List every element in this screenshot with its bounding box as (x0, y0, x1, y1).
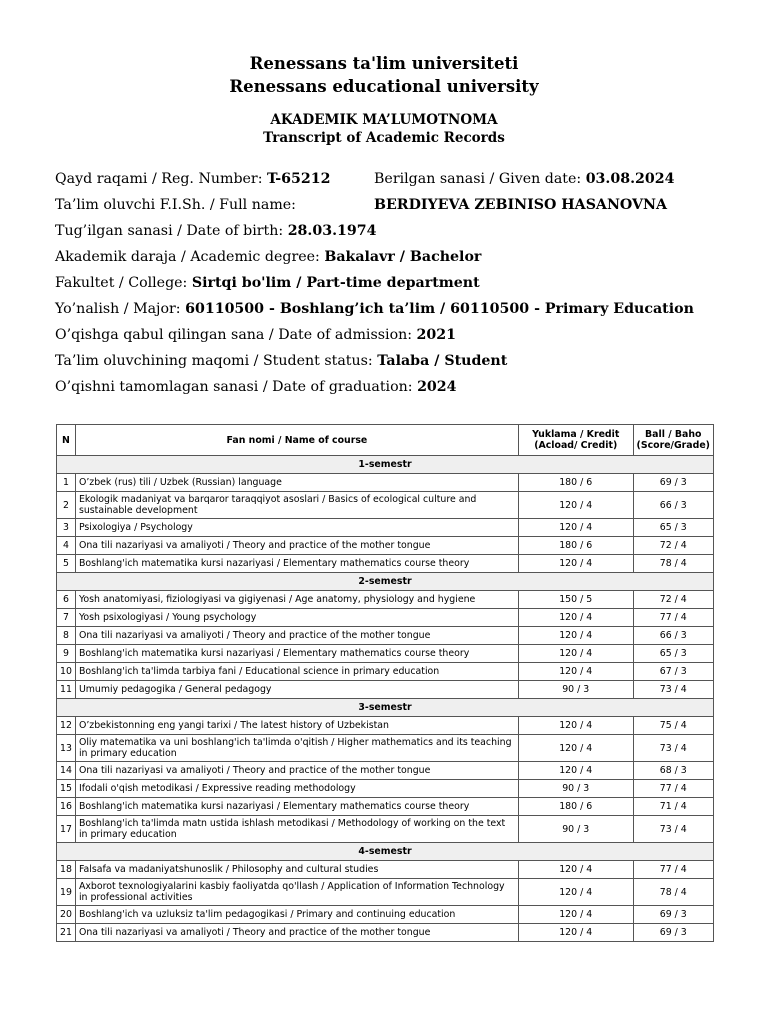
course-score: 77 / 4 (633, 780, 713, 798)
row-number: 7 (57, 609, 76, 627)
course-name: Axborot texnologiyalarini kasbiy faoliyatda qo'llash / Application of Information Technology in professional activities (75, 879, 518, 906)
dob-label: Tug’ilgan sanasi / Date of birth: (55, 223, 288, 239)
table-row (57, 663, 714, 681)
course-score: 75 / 4 (633, 717, 713, 735)
row-number: 11 (57, 681, 76, 699)
given-date (374, 171, 675, 187)
row-number: 12 (57, 717, 76, 735)
course-name: Umumiy pedagogika / General pedagogy (75, 681, 518, 699)
given-date-label: Berilgan sanasi / Given date: (374, 171, 586, 187)
academic-degree (55, 249, 481, 265)
row-number: 2 (57, 492, 76, 519)
course-name: Yosh psixologiyasi / Young psychology (75, 609, 518, 627)
course-load: 120 / 4 (518, 663, 633, 681)
course-score: 71 / 4 (633, 798, 713, 816)
course-score: 67 / 3 (633, 663, 713, 681)
given-date-value: 03.08.2024 (585, 171, 675, 187)
course-load: 90 / 3 (518, 780, 633, 798)
course-name: Oliy matematika va uni boshlang'ich ta'limda o'qitish / Higher mathematics and its teaching in primary education (75, 735, 518, 762)
header-load (518, 425, 633, 456)
course-score: 77 / 4 (633, 861, 713, 879)
full-name-value (374, 197, 667, 213)
course-name: Boshlang'ich ta'limda tarbiya fani / Educational science in primary education (75, 663, 518, 681)
row-number: 21 (57, 924, 76, 942)
course-load: 120 / 4 (518, 627, 633, 645)
semester-title: 4-semestr (57, 843, 714, 861)
dob-value: 28.03.1974 (287, 223, 377, 239)
course-name: Boshlang'ich matematika kursi nazariyasi / Elementary mathematics course theory (75, 798, 518, 816)
course-load: 120 / 4 (518, 879, 633, 906)
course-score: 69 / 3 (633, 474, 713, 492)
reg-number-label: Qayd raqami / Reg. Number: (55, 171, 268, 187)
semester-row (57, 573, 714, 591)
status-label: Ta’lim oluvchining maqomi / Student status: (55, 353, 378, 369)
university-name-en: Renessans educational university (229, 77, 539, 96)
row-number: 1 (57, 474, 76, 492)
course-score: 69 / 3 (633, 906, 713, 924)
course-score: 65 / 3 (633, 519, 713, 537)
semester-row (57, 699, 714, 717)
full-name-text: BERDIYEVA ZEBINISO HASANOVNA (374, 197, 668, 213)
reg-number (55, 171, 330, 187)
course-score: 66 / 3 (633, 492, 713, 519)
semester-row (57, 456, 714, 474)
graduation-label: O’qishni tamomlagan sanasi / Date of graduation: (55, 379, 418, 395)
course-name: Ekologik madaniyat va barqaror taraqqiyot asoslari / Basics of ecological culture and sustainable development (75, 492, 518, 519)
course-load: 120 / 4 (518, 735, 633, 762)
header-load-line2: (Acload/ Credit) (534, 440, 618, 451)
course-load: 90 / 3 (518, 816, 633, 843)
table-row (57, 879, 714, 906)
row-number: 16 (57, 798, 76, 816)
header-score (633, 425, 713, 456)
admission-value: 2021 (416, 327, 457, 343)
course-score: 72 / 4 (633, 537, 713, 555)
row-number: 17 (57, 816, 76, 843)
row-number: 15 (57, 780, 76, 798)
course-load: 180 / 6 (518, 474, 633, 492)
course-name: Ona tili nazariyasi va amaliyoti / Theory and practice of the mother tongue (75, 924, 518, 942)
row-number: 6 (57, 591, 76, 609)
document-title-uz: AKADEMIK MA’LUMOTNOMA (270, 112, 498, 128)
course-name: Boshlang'ich matematika kursi nazariyasi / Elementary mathematics course theory (75, 645, 518, 663)
row-number: 19 (57, 879, 76, 906)
table-row (57, 609, 714, 627)
date-of-birth (55, 223, 377, 239)
course-name: Ifodali o'qish metodikasi / Expressive reading methodology (75, 780, 518, 798)
course-load: 120 / 4 (518, 645, 633, 663)
table-row (57, 717, 714, 735)
course-score: 68 / 3 (633, 762, 713, 780)
student-status (55, 353, 507, 369)
course-name: O’zbek (rus) tili / Uzbek (Russian) language (75, 474, 518, 492)
table-header-row (57, 425, 714, 456)
table-row (57, 537, 714, 555)
row-number: 10 (57, 663, 76, 681)
header-n: N (57, 425, 76, 456)
course-score: 66 / 3 (633, 627, 713, 645)
table-row (57, 816, 714, 843)
row-number: 18 (57, 861, 76, 879)
full-name-label: Ta’lim oluvchi F.I.Sh. / Full name: (55, 197, 296, 213)
reg-number-value: T-65212 (267, 171, 331, 187)
graduation-value: 2024 (417, 379, 457, 395)
table-row (57, 555, 714, 573)
table-row (57, 762, 714, 780)
course-name: Ona tili nazariyasi va amaliyoti / Theory and practice of the mother tongue (75, 762, 518, 780)
course-score: 73 / 4 (633, 816, 713, 843)
course-load: 90 / 3 (518, 681, 633, 699)
row-number: 14 (57, 762, 76, 780)
table-row (57, 474, 714, 492)
course-load: 120 / 4 (518, 555, 633, 573)
row-number: 3 (57, 519, 76, 537)
table-row (57, 798, 714, 816)
row-number: 8 (57, 627, 76, 645)
table-row (57, 519, 714, 537)
course-score: 78 / 4 (633, 879, 713, 906)
major-label: Yo’nalish / Major: (55, 301, 186, 317)
table-row (57, 645, 714, 663)
table-row (57, 681, 714, 699)
date-of-graduation (55, 379, 457, 395)
degree-label: Akademik daraja / Academic degree: (55, 249, 325, 265)
course-load: 120 / 4 (518, 762, 633, 780)
row-number: 13 (57, 735, 76, 762)
course-name: Falsafa va madaniyatshunoslik / Philosophy and cultural studies (75, 861, 518, 879)
course-name: Boshlang'ich ta'limda matn ustida ishlash metodikasi / Methodology of working on the text in primary education (75, 816, 518, 843)
table-row (57, 591, 714, 609)
transcript-table (56, 424, 714, 942)
college-value: Sirtqi bo'lim / Part-time department (191, 275, 480, 291)
course-score: 77 / 4 (633, 609, 713, 627)
table-body (57, 456, 714, 942)
row-number: 4 (57, 537, 76, 555)
course-load: 120 / 4 (518, 492, 633, 519)
course-score: 73 / 4 (633, 735, 713, 762)
course-load: 120 / 4 (518, 609, 633, 627)
table-row (57, 492, 714, 519)
semester-row (57, 843, 714, 861)
course-load: 180 / 6 (518, 537, 633, 555)
document-title-en: Transcript of Academic Records (263, 130, 505, 146)
course-load: 120 / 4 (518, 861, 633, 879)
row-number: 9 (57, 645, 76, 663)
course-score: 73 / 4 (633, 681, 713, 699)
course-score: 72 / 4 (633, 591, 713, 609)
row-number: 5 (57, 555, 76, 573)
header-score-line1: Ball / Baho (645, 429, 702, 440)
table-row (57, 780, 714, 798)
semester-title: 1-semestr (57, 456, 714, 474)
table-row (57, 906, 714, 924)
degree-value: Bakalavr / Bachelor (324, 249, 482, 265)
status-value: Talaba / Student (377, 353, 508, 369)
course-score: 65 / 3 (633, 645, 713, 663)
header-score-line2: (Score/Grade) (636, 440, 710, 451)
major-value: 60110500 - Boshlang’ich ta’lim / 60110500 - Primary Education (185, 301, 694, 317)
major (55, 301, 694, 317)
row-number: 20 (57, 906, 76, 924)
course-name: Ona tili nazariyasi va amaliyoti / Theory and practice of the mother tongue (75, 537, 518, 555)
header-load-line1: Yuklama / Kredit (532, 429, 620, 440)
college (55, 275, 480, 291)
semester-title: 3-semestr (57, 699, 714, 717)
course-load: 120 / 4 (518, 924, 633, 942)
course-name: Psixologiya / Psychology (75, 519, 518, 537)
table-row (57, 735, 714, 762)
header-course: Fan nomi / Name of course (75, 425, 518, 456)
course-load: 120 / 4 (518, 906, 633, 924)
course-load: 120 / 4 (518, 519, 633, 537)
table-row (57, 627, 714, 645)
course-name: O’zbekistonning eng yangi tarixi / The latest history of Uzbekistan (75, 717, 518, 735)
admission-label: O’qishga qabul qilingan sana / Date of admission: (55, 327, 417, 343)
course-load: 180 / 6 (518, 798, 633, 816)
course-score: 78 / 4 (633, 555, 713, 573)
college-label: Fakultet / College: (55, 275, 192, 291)
table-row (57, 924, 714, 942)
course-load: 150 / 5 (518, 591, 633, 609)
course-name: Boshlang'ich matematika kursi nazariyasi / Elementary mathematics course theory (75, 555, 518, 573)
course-name: Boshlang'ich va uzluksiz ta'lim pedagogikasi / Primary and continuing education (75, 906, 518, 924)
semester-title: 2-semestr (57, 573, 714, 591)
university-name-uz: Renessans ta'lim universiteti (249, 54, 519, 73)
table-row (57, 861, 714, 879)
course-name: Ona tili nazariyasi va amaliyoti / Theory and practice of the mother tongue (75, 627, 518, 645)
course-name: Yosh anatomiyasi, fiziologiyasi va gigiyenasi / Age anatomy, physiology and hygiene (75, 591, 518, 609)
course-load: 120 / 4 (518, 717, 633, 735)
course-score: 69 / 3 (633, 924, 713, 942)
date-of-admission (55, 327, 456, 343)
